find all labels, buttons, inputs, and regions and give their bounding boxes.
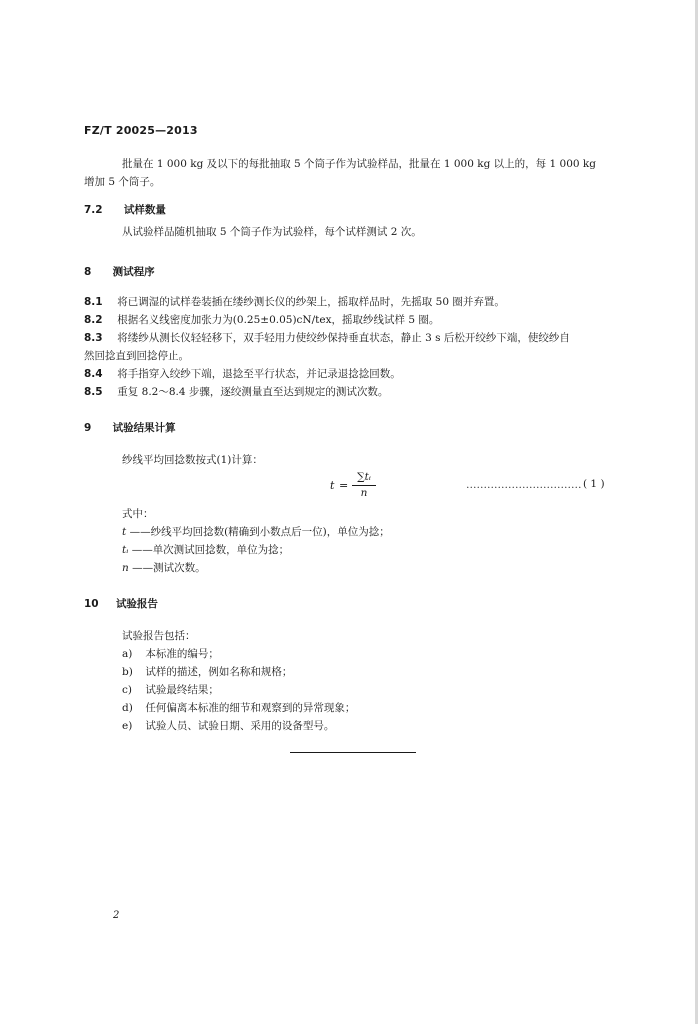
list-text: 试样的描述，例如名称和规格； xyxy=(145,666,293,678)
section7-intro-line1: 批量在 1 000 kg 及以下的每批抽取 5 个筒子作为试验样品，批量在 1 000 kg 以上的，每 1 000 kg xyxy=(122,158,596,170)
definition-text: ——测试次数。 xyxy=(132,562,206,574)
section-title: 试验结果计算 xyxy=(112,422,176,434)
definition-text: ——单次测试回捻数，单位为捻； xyxy=(131,544,290,556)
section-9-intro: 纱线平均回捻数按式(1)计算： xyxy=(122,454,263,466)
list-label: e) xyxy=(122,720,133,732)
clause-text: 将手指穿入绞纱下端，退捻至平行状态，并记录退捻捻回数。 xyxy=(117,368,401,380)
definition-symbol: tᵢ xyxy=(122,544,129,556)
formula-leader-dots: …………………………… xyxy=(466,479,582,491)
section-number: 8 xyxy=(84,266,92,278)
formula-equals: = xyxy=(339,479,349,492)
clause-text: 将已调湿的试样卷装插在缕纱测长仪的纱架上，摇取样品时，先摇取 50 圈并弃置。 xyxy=(117,296,505,308)
list-text: 试验人员、试验日期、采用的设备型号。 xyxy=(145,720,335,732)
clause-number: 8.2 xyxy=(84,314,103,326)
formula-numerator: ∑tᵢ xyxy=(357,471,371,483)
list-text: 试验最终结果； xyxy=(145,684,219,696)
standard-code-header: FZ/T 20025—2013 xyxy=(84,124,198,137)
clause-text: 根据名义线密度加张力为(0.25±0.05)cN/tex，摇取纱线试样 5 圈。 xyxy=(117,314,440,326)
list-label: c) xyxy=(122,684,132,696)
section-number: 7.2 xyxy=(84,204,103,216)
clause-8-3 xyxy=(84,332,570,345)
section-9-heading xyxy=(84,420,176,435)
clause-text: 重复 8.2～8.4 步骤，逐绞测量直至达到规定的测试次数。 xyxy=(117,386,389,398)
clause-number: 8.3 xyxy=(84,332,103,344)
end-of-document-rule xyxy=(290,752,416,753)
page-number: 2 xyxy=(113,910,120,921)
definition-t xyxy=(122,526,390,539)
clause-8-3-continuation: 然回捻直到回捻停止。 xyxy=(84,350,189,362)
section-10-intro: 试验报告包括： xyxy=(122,630,196,642)
section-8-heading xyxy=(84,264,155,279)
section-title: 试验报告 xyxy=(115,598,158,610)
clause-8-2 xyxy=(84,314,439,327)
formula-fraction xyxy=(352,470,376,500)
clause-8-5 xyxy=(84,386,388,399)
list-item xyxy=(122,684,219,697)
section-7-2-heading xyxy=(84,202,166,217)
clause-number: 8.1 xyxy=(84,296,103,308)
clause-number: 8.4 xyxy=(84,368,103,380)
clause-8-1 xyxy=(84,296,505,309)
formula-denominator: n xyxy=(360,487,368,499)
section-10-heading xyxy=(84,596,158,611)
list-text: 本标准的编号； xyxy=(145,648,219,660)
formula-1 xyxy=(330,470,390,500)
section-7-2-text: 从试验样品随机抽取 5 个筒子作为试验样，每个试样测试 2 次。 xyxy=(122,226,422,238)
definition-n xyxy=(122,562,206,575)
list-item xyxy=(122,648,219,661)
list-label: b) xyxy=(122,666,133,678)
clause-text: 将缕纱从测长仪轻轻移下，双手轻用力使绞纱保持垂直状态，静止 3 s 后松开绞纱下端，使绞纱自 xyxy=(117,332,570,344)
section-number: 10 xyxy=(84,598,99,610)
formula-number: ( 1 ) xyxy=(583,478,605,490)
formula-lhs: t xyxy=(330,479,335,492)
list-text: 任何偏离本标准的细节和观察到的异常现象； xyxy=(145,702,356,714)
list-label: a) xyxy=(122,648,133,660)
definition-symbol: t xyxy=(122,526,127,538)
list-item xyxy=(122,702,355,715)
clause-8-4 xyxy=(84,368,401,381)
definition-ti xyxy=(122,544,289,557)
list-label: d) xyxy=(122,702,133,714)
fraction-bar xyxy=(352,485,376,486)
formula-where: 式中： xyxy=(122,508,154,520)
definition-text: ——纱线平均回捻数(精确到小数点后一位)，单位为捻； xyxy=(129,526,390,538)
section-number: 9 xyxy=(84,422,92,434)
section7-intro-line2: 增加 5 个筒子。 xyxy=(84,176,161,188)
section-title: 试样数量 xyxy=(123,204,166,216)
definition-symbol: n xyxy=(122,562,129,574)
section-title: 测试程序 xyxy=(112,266,155,278)
clause-number: 8.5 xyxy=(84,386,103,398)
list-item xyxy=(122,666,292,679)
list-item xyxy=(122,720,334,733)
